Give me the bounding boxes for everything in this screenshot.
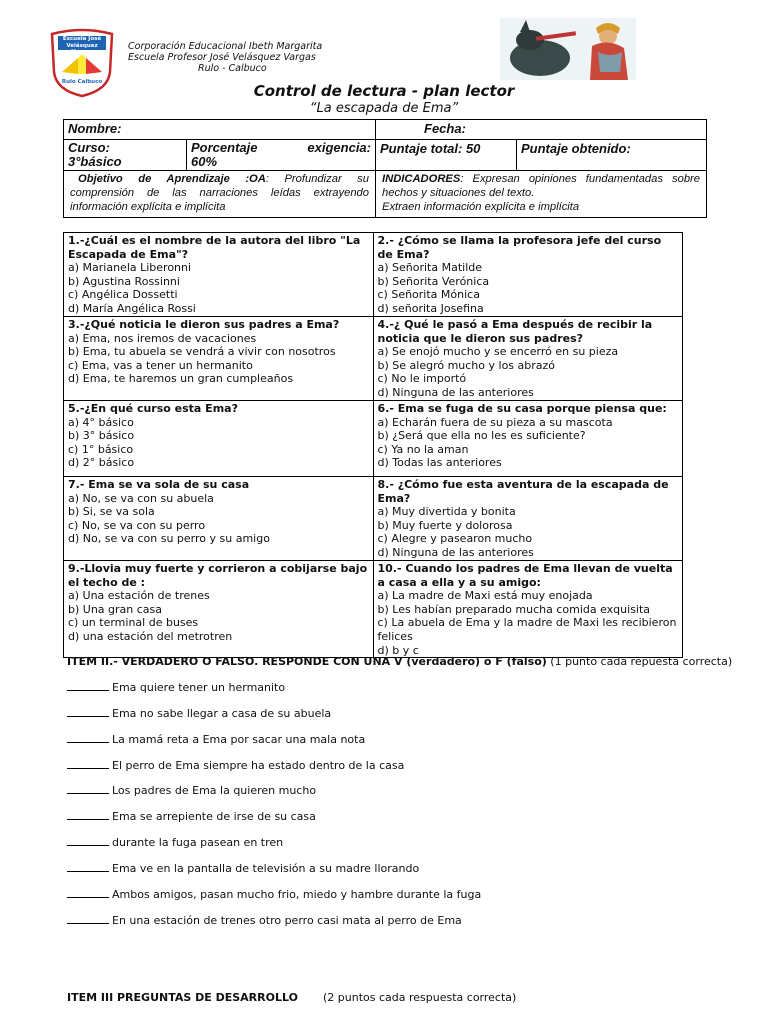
statement-text: durante la fuga pasean en tren [112,836,284,849]
answer-option[interactable]: c) 1° básico [68,442,134,456]
fecha-label: Fecha: [424,121,466,136]
answer-option[interactable]: d) Ninguna de las anteriores [377,385,534,399]
answer-option[interactable]: c) Ya no la aman [377,442,469,456]
answer-option[interactable]: c) No, se va con su perro [68,518,206,532]
answer-blank[interactable] [67,733,109,743]
book-illustration [500,18,636,80]
answer-option[interactable]: a) Se enojó mucho y se encerró en su pieza [377,345,619,359]
objetivo-text: : Profundizar su comprensión de las narraciones leídas extrayendo información explícita e implícita [70,173,369,213]
statement-text: Ambos amigos, pasan mucho frio, miedo y hambre durante la fuga [112,888,482,901]
answer-option[interactable]: d) Todas las anteriores [377,456,502,470]
puntaje-obtenido-cell[interactable] [517,140,707,171]
curso-cell [64,140,187,171]
item-2-title: ITEM II.- VERDADERO O FALSO. RESPONDE CON UNA V (verdadero) o F (falso) [67,655,547,668]
answer-blank[interactable] [67,759,109,769]
question-text: 8.- ¿Cómo fue esta aventura de la escapada de Ema? [377,478,669,505]
logo-text-line3: Rulo Calbuco [61,79,103,85]
answer-option[interactable]: c) Señorita Mónica [377,288,480,302]
question-card [64,401,374,477]
statement-text: La mamá reta a Ema por sacar una mala nota [112,733,366,746]
question-text: 5.-¿En qué curso esta Ema? [68,402,238,415]
answer-option[interactable]: a) 4° básico [68,415,134,429]
corporation-name: Corporación Educacional Ibeth Margarita [128,41,323,52]
exigencia-label: exigencia: [307,140,371,155]
statement-text: Los padres de Ema la quieren mucho [112,784,317,797]
answer-option[interactable]: b) 3° básico [68,429,135,443]
curso-value: 3°básico [68,154,122,169]
answer-blank[interactable] [67,681,109,691]
puntaje-obtenido-label: Puntaje obtenido: [521,141,631,156]
question-text: 1.-¿Cuál es el nombre de la autora del libro "La Escapada de Ema"? [68,234,361,261]
answer-option[interactable]: c) Ema, vas a tener un hermanito [68,358,253,372]
statement-text: Ema no sabe llegar a casa de su abuela [112,707,332,720]
indicadores-text: : Expresan opiniones fundamentadas sobre hechos y situaciones del texto. [382,173,700,199]
answer-blank[interactable] [67,810,109,820]
fecha-cell[interactable] [376,120,707,140]
question-card [373,233,683,317]
question-text: 3.-¿Qué noticia le dieron sus padres a Ema? [68,318,340,331]
school-header-text [128,41,322,74]
question-card [64,317,374,401]
answer-option[interactable]: d) 2° básico [68,456,135,470]
curso-label: Curso: [68,140,110,155]
statement-text: El perro de Ema siempre ha estado dentro de la casa [112,759,405,772]
answer-blank[interactable] [67,862,109,872]
true-false-statement [67,888,481,901]
answer-option[interactable]: a) Marianela Liberonni [68,261,192,275]
nombre-cell[interactable] [64,120,376,140]
indicadores-cell [376,171,707,218]
puntaje-total: Puntaje total: 50 [380,141,481,156]
answer-option[interactable]: c) un terminal de buses [68,616,199,630]
true-false-statement [67,681,285,694]
puntaje-total-cell [376,140,517,171]
objetivo-label: Objetivo de Aprendizaje :OA [78,173,266,185]
answer-option[interactable]: a) Señorita Matilde [377,261,483,275]
logo-text-line2: Velásquez Vargas [66,42,98,55]
true-false-statement [67,810,316,823]
question-card [64,477,374,561]
answer-blank[interactable] [67,707,109,717]
indicadores-text-2: Extraen información explícita e implícita [382,201,580,213]
school-name: Escuela Profesor José Velásquez Vargas [128,52,316,63]
answer-option[interactable]: d) señorita Josefina [377,301,484,315]
answer-blank[interactable] [67,914,109,924]
answer-option[interactable]: b) Señorita Verónica [377,274,490,288]
answer-option[interactable]: a) Una estación de trenes [68,589,210,603]
statement-text: Ema ve en la pantalla de televisión a su madre llorando [112,862,420,875]
question-card [373,561,683,658]
answer-option[interactable]: c) No le importó [377,372,467,386]
indicadores-label: INDICADORES [382,173,461,185]
objetivo-cell [64,171,376,218]
answer-option[interactable]: d) b y c [377,643,419,657]
logo-text-line1: Escuela José [62,36,102,42]
answer-option[interactable]: b) Les habían preparado mucha comida exquisita [377,602,651,616]
answer-option[interactable]: b) Muy fuerte y dolorosa [377,518,513,532]
answer-option[interactable]: b) Si, se va sola [68,505,155,519]
statement-text: Ema quiere tener un hermanito [112,681,286,694]
question-text: 6.- Ema se fuga de su casa porque piensa que: [377,402,667,415]
answer-blank[interactable] [67,888,109,898]
question-card [64,561,374,658]
answer-option[interactable]: b) Una gran casa [68,602,163,616]
true-false-statement [67,836,283,849]
true-false-statement [67,862,419,875]
answer-blank[interactable] [67,836,109,846]
item-3-points: (2 puntos cada respuesta correcta) [323,991,517,1004]
question-text: 4.-¿ Qué le pasó a Ema después de recibir la noticia que le dieron sus padres? [377,318,653,345]
true-false-statement [67,733,365,746]
answer-option[interactable]: d) Ninguna de las anteriores [377,545,534,559]
answer-option[interactable]: b) Agustina Rossinni [68,274,180,288]
porcentaje-cell [187,140,376,171]
answer-option[interactable]: b) Ema, tu abuela se vendrá a vivir con nosotros [68,345,336,359]
questions-table [63,232,683,658]
answer-option[interactable]: a) No, se va con su abuela [68,491,214,505]
answer-blank[interactable] [67,784,109,794]
question-text: 7.- Ema se va sola de su casa [68,478,250,491]
answer-option[interactable]: b) ¿Será que ella no les es suficiente? [377,429,586,443]
question-card [64,233,374,317]
student-info-table [63,119,707,218]
answer-option[interactable]: c) Angélica Dossetti [68,288,178,302]
porcentaje-value: 60% [191,154,218,169]
question-card [373,401,683,477]
answer-option[interactable]: d) No, se va con su perro y su amigo [68,532,270,546]
answer-option[interactable]: b) Se alegró mucho y los abrazó [377,358,556,372]
question-card [373,477,683,561]
true-false-statement [67,707,331,720]
answer-option[interactable]: a) Ema, nos iremos de vacaciones [68,331,257,345]
answer-option[interactable]: c) La abuela de Ema y la madre de Maxi les recibieron felices [377,616,677,643]
item-3-title: ITEM III PREGUNTAS DE DESARROLLO [67,991,298,1004]
answer-option[interactable]: c) Alegre y pasearon mucho [377,532,533,546]
nombre-label: Nombre: [68,121,122,136]
question-text: 2.- ¿Cómo se llama la profesora jefe del curso de Ema? [377,234,662,261]
answer-option[interactable]: a) La madre de Maxi está muy enojada [377,589,593,603]
answer-option[interactable]: d) una estación del metrotren [68,629,233,643]
item-2-heading [67,655,732,668]
true-false-statement [67,914,462,927]
answer-option[interactable]: d) María Angélica Rossi [68,301,196,315]
statement-text: En una estación de trenes otro perro casi mata al perro de Ema [112,914,462,927]
item-2-points: (1 punto cada repuesta correcta) [546,655,733,668]
page-title: Control de lectura - plan lector [253,82,515,100]
school-location: Rulo - Calbuco [198,63,267,74]
question-text: 10.- Cuando los padres de Ema llevan de vuelta a casa a ella y a su amigo: [377,562,673,589]
item-3-heading [67,991,517,1004]
answer-option[interactable]: a) Echarán fuera de su pieza a su mascota [377,415,613,429]
answer-option[interactable]: a) Muy divertida y bonita [377,505,516,519]
answer-option[interactable]: d) Ema, te haremos un gran cumpleaños [68,372,294,386]
true-false-statement [67,784,316,797]
true-false-statement [67,759,404,772]
statement-text: Ema se arrepiente de irse de su casa [112,810,316,823]
question-text: 9.-Llovia muy fuerte y corrieron a cobijarse bajo el techo de : [68,562,368,589]
question-card [373,317,683,401]
porcentaje-label: Porcentaje [191,140,258,155]
book-title: “La escapada de Ema” [309,101,459,116]
